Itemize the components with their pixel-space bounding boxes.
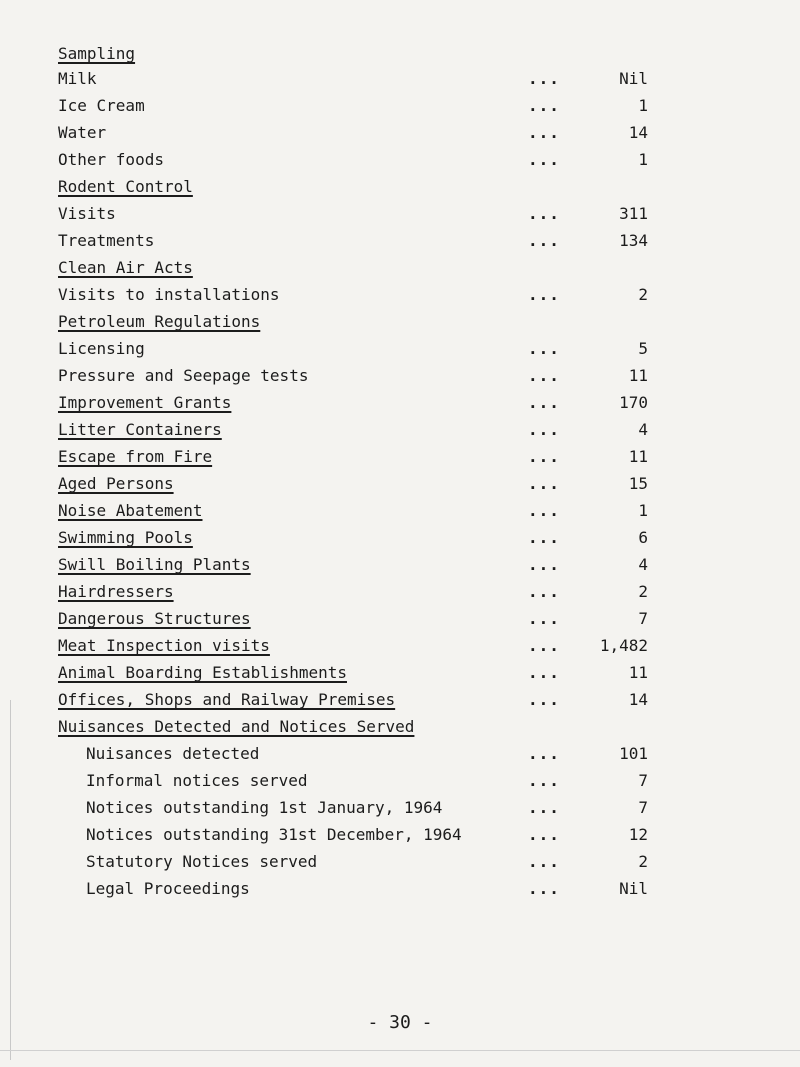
section-heading-nuisances bbox=[0, 712, 800, 742]
table-row-litter-containers bbox=[0, 415, 800, 445]
row-value: 1 bbox=[638, 150, 648, 169]
leader-dots: ... bbox=[528, 663, 560, 682]
leader-dots: ... bbox=[528, 582, 560, 601]
table-row-meat-inspection-visits bbox=[0, 631, 800, 661]
table-row-noise-abatement bbox=[0, 496, 800, 526]
heading-label: Sampling bbox=[58, 44, 136, 63]
row-label: Rodent Control bbox=[58, 177, 193, 196]
table-row-milk bbox=[0, 64, 800, 94]
leader-dots: ... bbox=[528, 393, 560, 412]
row-value: Nil bbox=[619, 879, 648, 898]
table-row-animal-boarding bbox=[0, 658, 800, 688]
table-row-statutory-notices bbox=[0, 847, 800, 877]
row-label: Dangerous Structures bbox=[58, 609, 251, 628]
row-value: 134 bbox=[619, 231, 648, 250]
table-row-visits-to-installations bbox=[0, 280, 800, 310]
section-heading-clean-air-acts bbox=[0, 253, 800, 283]
row-label: Noise Abatement bbox=[58, 501, 203, 520]
table-row-notices-outstanding-dec bbox=[0, 820, 800, 850]
leader-dots: ... bbox=[528, 771, 560, 790]
scan-margin-line bbox=[10, 700, 11, 1060]
row-label: Ice Cream bbox=[58, 96, 145, 115]
row-value: 2 bbox=[638, 285, 648, 304]
row-value: 1 bbox=[638, 96, 648, 115]
leader-dots: ... bbox=[528, 204, 560, 223]
row-value: 4 bbox=[638, 555, 648, 574]
table-row-informal-notices bbox=[0, 766, 800, 796]
table-row-swill-boiling-plants bbox=[0, 550, 800, 580]
row-label: Notices outstanding 1st January, 1964 bbox=[86, 798, 443, 817]
section-heading-petroleum-regulations bbox=[0, 307, 800, 337]
row-value: 15 bbox=[628, 474, 648, 493]
leader-dots: ... bbox=[528, 555, 560, 574]
row-label: Hairdressers bbox=[58, 582, 174, 601]
leader-dots: ... bbox=[528, 879, 560, 898]
leader-dots: ... bbox=[528, 231, 560, 250]
table-row-hairdressers bbox=[0, 577, 800, 607]
table-row-notices-outstanding-jan bbox=[0, 793, 800, 823]
row-label: Notices outstanding 31st December, 1964 bbox=[86, 825, 462, 844]
row-value: 170 bbox=[619, 393, 648, 412]
table-row-licensing bbox=[0, 334, 800, 364]
leader-dots: ... bbox=[528, 150, 560, 169]
row-label: Petroleum Regulations bbox=[58, 312, 261, 331]
leader-dots: ... bbox=[528, 366, 560, 385]
row-value: 2 bbox=[638, 582, 648, 601]
row-label: Meat Inspection visits bbox=[58, 636, 270, 655]
scan-bottom-edge bbox=[0, 1050, 800, 1051]
row-value: 6 bbox=[638, 528, 648, 547]
table-row-offices-shops-railway bbox=[0, 685, 800, 715]
leader-dots: ... bbox=[528, 420, 560, 439]
leader-dots: ... bbox=[528, 474, 560, 493]
table-row-nuisances-detected bbox=[0, 739, 800, 769]
leader-dots: ... bbox=[528, 798, 560, 817]
table-row-swimming-pools bbox=[0, 523, 800, 553]
row-label: Licensing bbox=[58, 339, 145, 358]
row-value: 1 bbox=[638, 501, 648, 520]
table-row-dangerous-structures bbox=[0, 604, 800, 634]
row-value: 101 bbox=[619, 744, 648, 763]
row-value: 11 bbox=[628, 663, 648, 682]
row-value: 14 bbox=[628, 123, 648, 142]
row-value: 7 bbox=[638, 771, 648, 790]
leader-dots: ... bbox=[528, 528, 560, 547]
row-value: 4 bbox=[638, 420, 648, 439]
table-row-treatments bbox=[0, 226, 800, 256]
row-label: Litter Containers bbox=[58, 420, 222, 439]
row-label: Milk bbox=[58, 69, 97, 88]
row-value: 7 bbox=[638, 609, 648, 628]
row-value: 12 bbox=[628, 825, 648, 844]
table-row-improvement-grants bbox=[0, 388, 800, 418]
table-row-pressure-seepage-tests bbox=[0, 361, 800, 391]
table-row-escape-from-fire bbox=[0, 442, 800, 472]
row-label: Legal Proceedings bbox=[86, 879, 250, 898]
row-value: 14 bbox=[628, 690, 648, 709]
leader-dots: ... bbox=[528, 744, 560, 763]
row-label: Visits bbox=[58, 204, 116, 223]
row-label: Statutory Notices served bbox=[86, 852, 318, 871]
table-row-ice-cream bbox=[0, 91, 800, 121]
leader-dots: ... bbox=[528, 852, 560, 871]
row-label: Clean Air Acts bbox=[58, 258, 193, 277]
leader-dots: ... bbox=[528, 96, 560, 115]
page-number: - 30 - bbox=[367, 1012, 433, 1033]
table-row-legal-proceedings bbox=[0, 874, 800, 904]
leader-dots: ... bbox=[528, 123, 560, 142]
row-label: Nuisances Detected and Notices Served bbox=[58, 717, 415, 736]
table-row-other-foods bbox=[0, 145, 800, 175]
row-label: Visits to installations bbox=[58, 285, 280, 304]
section-heading-rodent-control bbox=[0, 172, 800, 202]
leader-dots: ... bbox=[528, 636, 560, 655]
row-label: Treatments bbox=[58, 231, 155, 250]
row-label: Water bbox=[58, 123, 107, 142]
row-value: 7 bbox=[638, 798, 648, 817]
leader-dots: ... bbox=[528, 501, 560, 520]
leader-dots: ... bbox=[528, 69, 560, 88]
row-label: Swimming Pools bbox=[58, 528, 193, 547]
table-row-water bbox=[0, 118, 800, 148]
row-value: 5 bbox=[638, 339, 648, 358]
row-value: 11 bbox=[628, 366, 648, 385]
row-label: Pressure and Seepage tests bbox=[58, 366, 309, 385]
row-label: Offices, Shops and Railway Premises bbox=[58, 690, 396, 709]
table-row-visits bbox=[0, 199, 800, 229]
row-label: Other foods bbox=[58, 150, 164, 169]
row-label: Aged Persons bbox=[58, 474, 174, 493]
leader-dots: ... bbox=[528, 609, 560, 628]
row-label: Swill Boiling Plants bbox=[58, 555, 251, 574]
row-label: Nuisances detected bbox=[86, 744, 260, 763]
leader-dots: ... bbox=[528, 285, 560, 304]
row-value: 1,482 bbox=[599, 636, 648, 655]
row-value: 11 bbox=[628, 447, 648, 466]
leader-dots: ... bbox=[528, 339, 560, 358]
leader-dots: ... bbox=[528, 447, 560, 466]
table-row-aged-persons bbox=[0, 469, 800, 499]
row-label: Informal notices served bbox=[86, 771, 308, 790]
row-value: 2 bbox=[638, 852, 648, 871]
leader-dots: ... bbox=[528, 825, 560, 844]
row-label: Improvement Grants bbox=[58, 393, 232, 412]
leader-dots: ... bbox=[528, 690, 560, 709]
row-value: 311 bbox=[619, 204, 648, 223]
row-label: Animal Boarding Establishments bbox=[58, 663, 347, 682]
row-label: Escape from Fire bbox=[58, 447, 213, 466]
row-value: Nil bbox=[619, 69, 648, 88]
